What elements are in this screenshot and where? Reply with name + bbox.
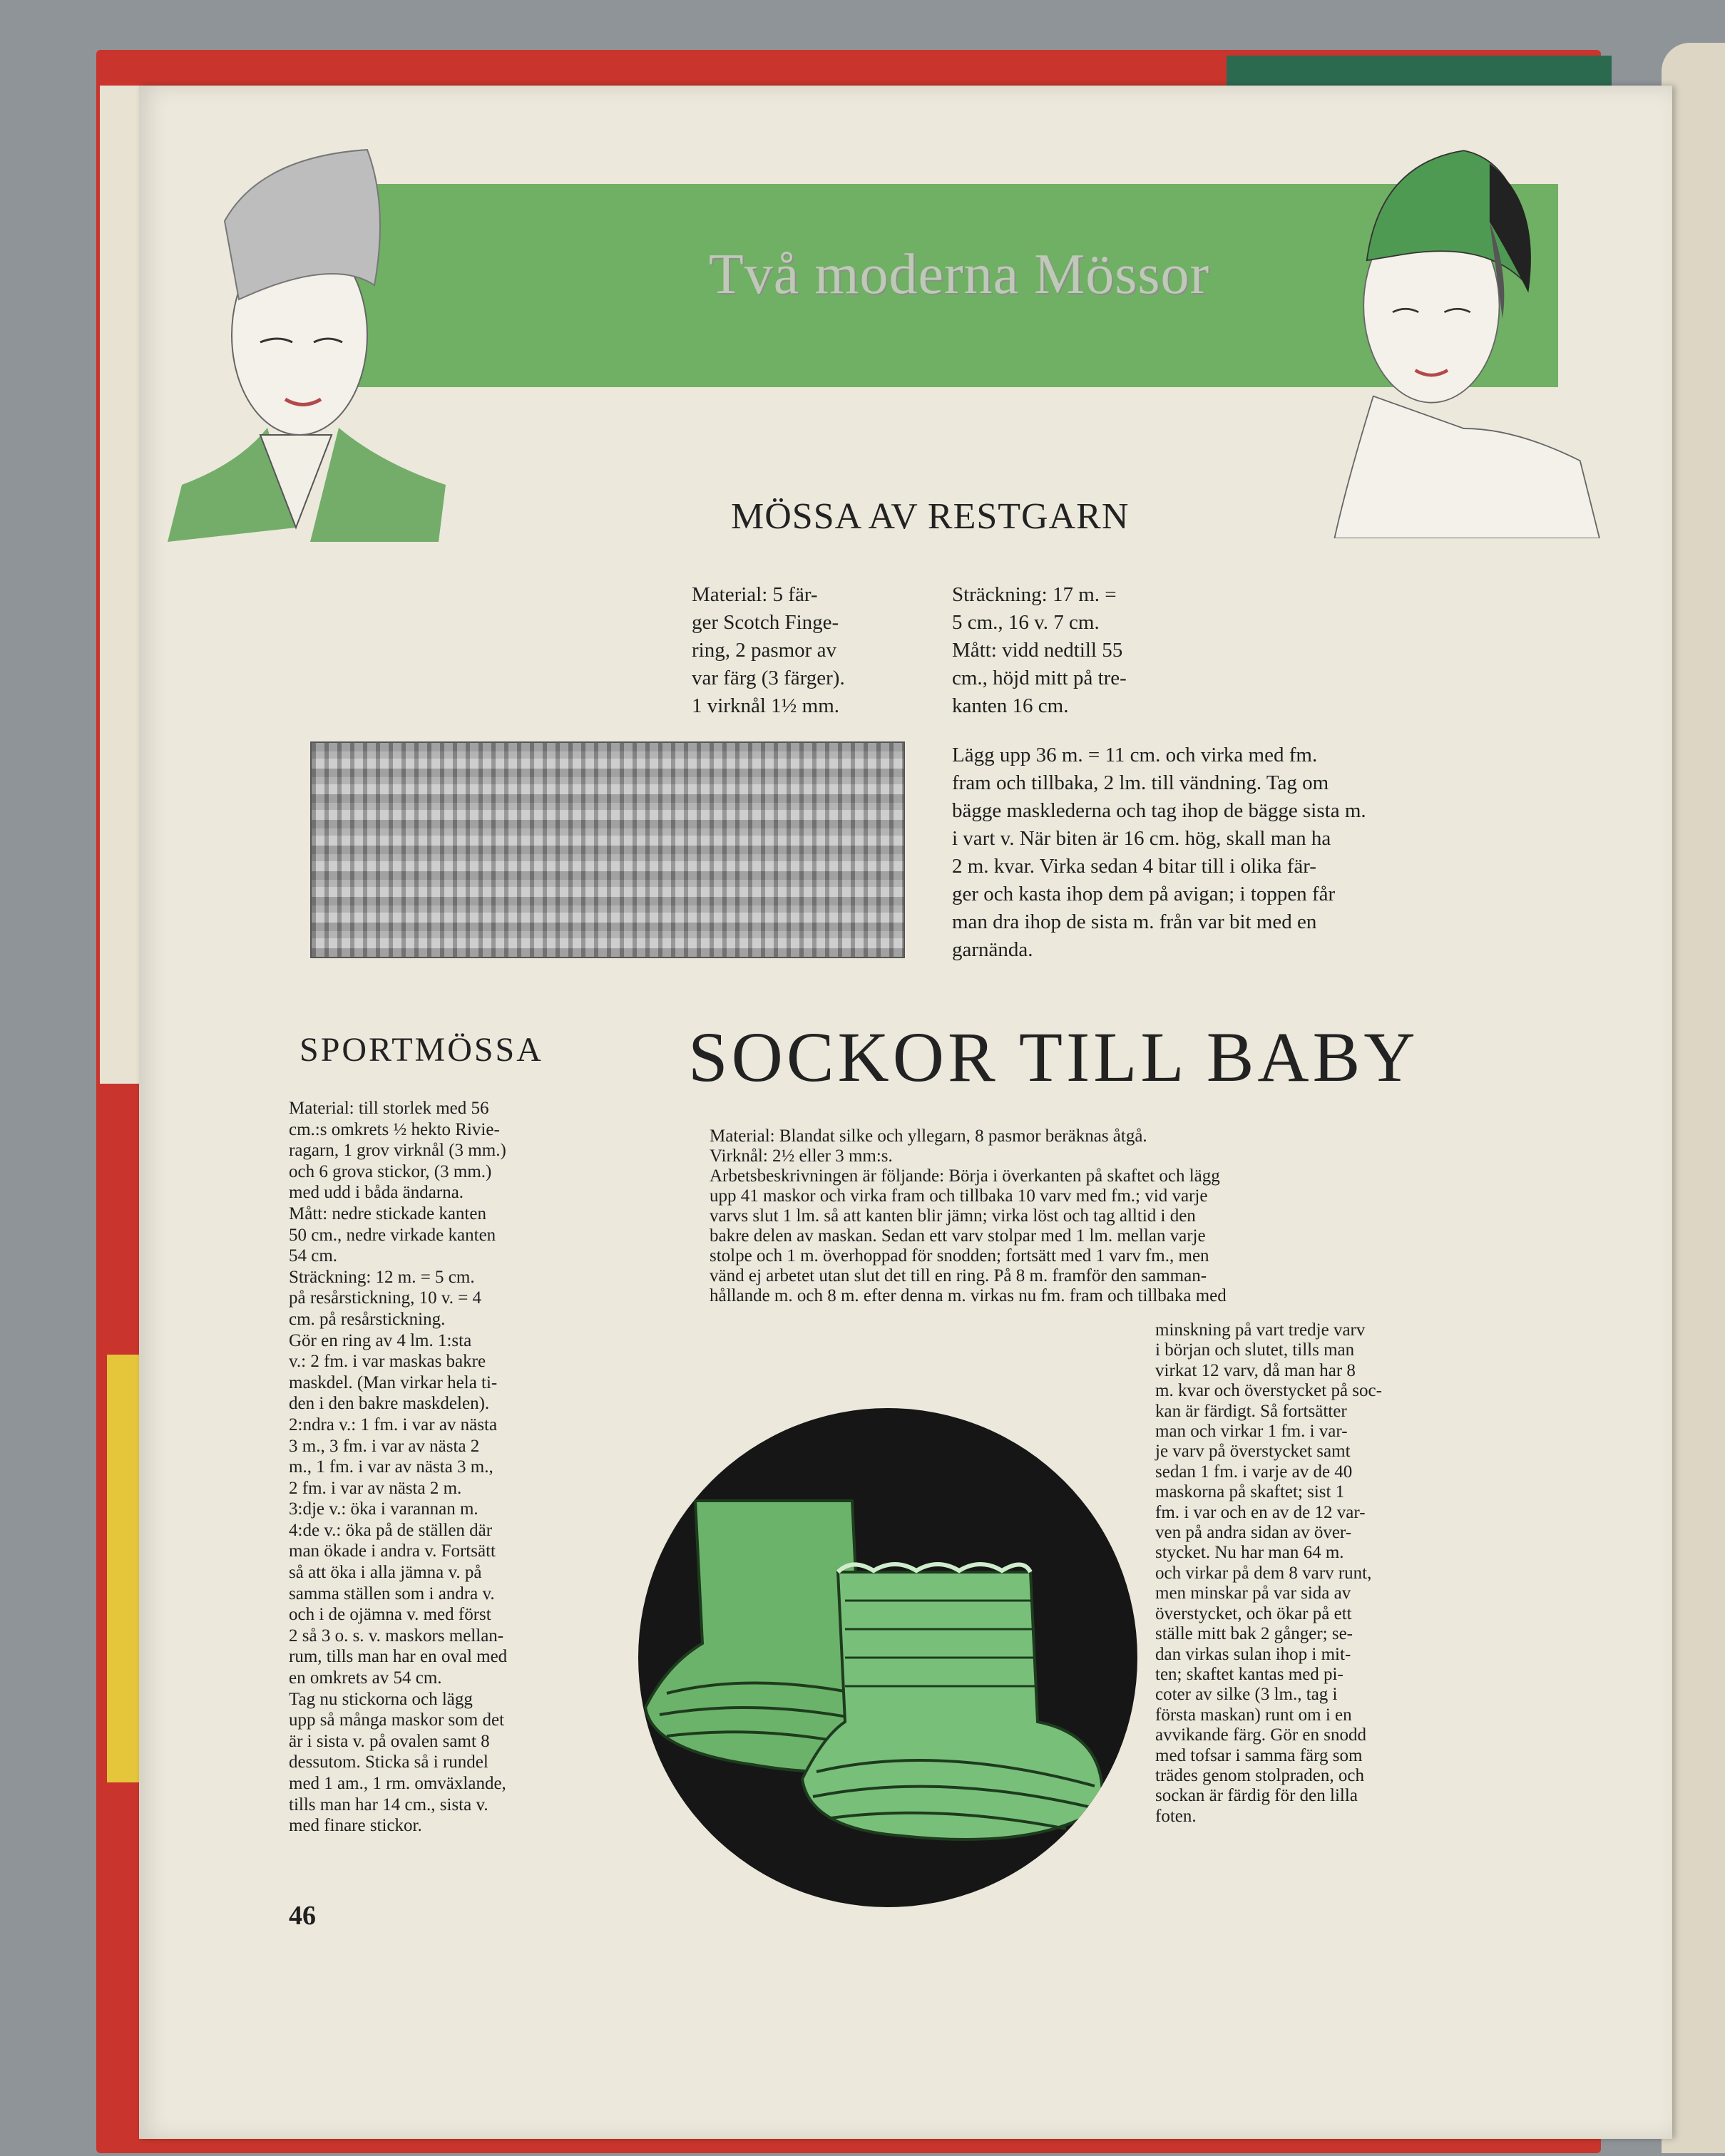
text-line: på resårstickning, 10 v. = 4 [289, 1288, 482, 1308]
sockor-intro-text [710, 1126, 1608, 1306]
text-line: Sträckning: 17 m. = [952, 583, 1117, 606]
text-line: coter av silke (3 lm., tag i [1155, 1685, 1338, 1705]
text-line: dessutom. Sticka så i rundel [289, 1752, 488, 1772]
mossa-measure-column [952, 581, 1237, 720]
text-line: ring, 2 pasmor av [692, 639, 836, 662]
text-line: maskdel. (Man virkar hela ti- [289, 1372, 498, 1392]
woman-right-illustration [1280, 125, 1615, 538]
text-line: ragarn, 1 grov virknål (3 mm.) [289, 1141, 506, 1161]
text-line: 50 cm., nedre virkade kanten [289, 1225, 496, 1245]
text-line: m. kvar och överstycket på soc- [1155, 1381, 1382, 1401]
text-line: så att öka i alla jämna v. på [289, 1563, 482, 1583]
text-line: sedan 1 fm. i varje av de 40 [1155, 1462, 1353, 1482]
text-line: 3 m., 3 fm. i var av nästa 2 [289, 1436, 480, 1456]
text-line: maskorna på skaftet; sist 1 [1155, 1482, 1345, 1502]
sockor-heading: SOCKOR TILL BABY [688, 1017, 1419, 1097]
text-line: Material: till storlek med 56 [289, 1099, 489, 1118]
text-line: ger Scotch Finge- [692, 611, 839, 634]
text-line: Gör en ring av 4 lm. 1:sta [289, 1330, 472, 1350]
text-line: man ökade i andra v. Fortsätt [289, 1541, 496, 1561]
text-line: överstycket, och ökar på ett [1155, 1603, 1352, 1623]
text-line: fram och tillbaka, 2 lm. till vändning. Tag om [952, 771, 1329, 794]
text-line: foten. [1155, 1806, 1197, 1826]
cover-yellow-edge [107, 1355, 143, 1782]
text-line: avvikande färg. Gör en snodd [1155, 1725, 1366, 1745]
text-line: 3:dje v.: öka i varannan m. [289, 1499, 478, 1519]
text-line: 1 virknål 1½ mm. [692, 694, 840, 717]
mossa-material-column [692, 581, 913, 720]
text-line: Sträckning: 12 m. = 5 cm. [289, 1267, 475, 1287]
mossa-instructions [952, 741, 1547, 964]
text-line: Arbetsbeskrivningen är följande: Börja i överkanten på skaftet och lägg [710, 1166, 1220, 1186]
text-line: men minskar på var sida av [1155, 1583, 1351, 1603]
text-line: och i de ojämna v. med först [289, 1605, 491, 1625]
text-line: ten; skaftet kantas med pi- [1155, 1664, 1343, 1684]
magazine-page [139, 86, 1672, 2139]
text-line: man dra ihop de sista m. från var bit med en [952, 910, 1317, 933]
sportmossa-heading: SPORTMÖSSA [300, 1031, 543, 1069]
text-line: samma ställen som i andra v. [289, 1583, 495, 1603]
text-line: med finare stickor. [289, 1816, 422, 1836]
text-line: var färg (3 färger). [692, 667, 845, 689]
text-line: ger och kasta ihop dem på avigan; i toppen får [952, 883, 1336, 905]
page-number: 46 [289, 1901, 316, 1931]
text-line: upp 41 maskor och virka fram och tillbaka 10 varv med fm.; vid varje [710, 1186, 1208, 1206]
text-line: och virkar på dem 8 varv runt, [1155, 1563, 1372, 1583]
socks-drawing [638, 1408, 1137, 1907]
sockor-column-text [1155, 1320, 1612, 1827]
text-line: ställe mitt bak 2 gånger; se- [1155, 1624, 1353, 1644]
text-line: med udd i båda ändarna. [289, 1183, 464, 1203]
text-line: den i den bakre maskdelen). [289, 1394, 490, 1414]
text-line: Lägg upp 36 m. = 11 cm. och virka med fm. [952, 744, 1318, 766]
text-line: garnända. [952, 938, 1033, 961]
text-line: Material: 5 fär- [692, 583, 818, 606]
text-line: 2 så 3 o. s. v. maskors mellan- [289, 1626, 504, 1646]
text-line: dan virkas sulan ihop i mit- [1155, 1644, 1351, 1664]
text-line: 4:de v.: öka på de ställen där [289, 1520, 493, 1540]
text-line: kanten 16 cm. [952, 694, 1069, 717]
text-line: cm., höjd mitt på tre- [952, 667, 1127, 689]
text-line: tills man har 14 cm., sista v. [289, 1795, 488, 1814]
text-line: virkat 12 varv, då man har 8 [1155, 1360, 1356, 1380]
text-line: v.: 2 fm. i var maskas bakre [289, 1352, 486, 1372]
cover-inner-strip [100, 86, 143, 1084]
text-line: cm.:s omkrets ½ hekto Rivie- [289, 1119, 500, 1139]
text-line: bägge masklederna och tag ihop de bägge sista m. [952, 799, 1366, 822]
text-line: Mått: vidd nedtill 55 [952, 639, 1123, 662]
text-line: Mått: nedre stickade kanten [289, 1203, 486, 1223]
text-line: vänd ej arbetet utan slut det till en ring. På 8 m. framför den samman- [710, 1266, 1207, 1285]
text-line: 54 cm. [289, 1246, 338, 1266]
text-line: sockan är färdig för den lilla [1155, 1786, 1358, 1806]
text-line: cm. på resårstickning. [289, 1309, 446, 1329]
woman-left-illustration [153, 128, 453, 542]
text-line: ven på andra sidan av över- [1155, 1523, 1352, 1543]
band-title: Två moderna Mössor [708, 243, 1210, 306]
text-line: 2 m. kvar. Virka sedan 4 bitar till i olika fär- [952, 855, 1316, 878]
text-line: 2 fm. i var av nästa 2 m. [289, 1478, 462, 1498]
text-line: m., 1 fm. i var av nästa 3 m., [289, 1457, 493, 1477]
text-line: första maskan) runt om i en [1155, 1705, 1352, 1725]
text-line: stolpe och 1 m. överhoppad för snodden; fortsätt med 1 varv fm., men [710, 1246, 1209, 1266]
text-line: rum, tills man har en oval med [289, 1647, 508, 1667]
text-line: Material: Blandat silke och yllegarn, 8 pasmor beräknas åtgå. [710, 1126, 1147, 1146]
mossa-restgarn-heading: MÖSSA AV RESTGARN [731, 496, 1130, 537]
text-line: Virknål: 2½ eller 3 mm:s. [710, 1146, 893, 1166]
text-line: och 6 grova stickor, (3 mm.) [289, 1161, 492, 1181]
text-line: man och virkar 1 fm. i var- [1155, 1422, 1348, 1442]
text-line: stycket. Nu har man 64 m. [1155, 1543, 1344, 1563]
text-line: hållande m. och 8 m. efter denna m. virkas nu fm. fram och tillbaka med [710, 1286, 1227, 1305]
text-line: je varv på överstycket samt [1155, 1442, 1351, 1462]
text-line: med tofsar i samma färg som [1155, 1745, 1363, 1765]
baby-socks-illustration [638, 1408, 1137, 1907]
text-line: Tag nu stickorna och lägg [289, 1689, 473, 1709]
text-line: trädes genom stolpraden, och [1155, 1765, 1364, 1785]
sock-front [802, 1572, 1102, 1839]
text-line: bakre delen av maskan. Sedan ett varv stolpar med 1 lm. mellan varje [710, 1226, 1206, 1246]
text-line: 2:ndra v.: 1 fm. i var av nästa [289, 1415, 498, 1434]
crochet-swatch-photo [310, 741, 905, 958]
text-line: kan är färdigt. Så fortsätter [1155, 1401, 1347, 1421]
text-line: fm. i var och en av de 12 var- [1155, 1502, 1366, 1522]
text-line: med 1 am., 1 rm. omväxlande, [289, 1774, 506, 1793]
text-line: en omkrets av 54 cm. [289, 1668, 442, 1688]
text-line: är i sista v. på ovalen samt 8 [289, 1731, 490, 1751]
text-line: i början och slutet, tills man [1155, 1340, 1355, 1360]
text-line: upp så många maskor som det [289, 1710, 505, 1730]
text-line: varvs slut 1 lm. så att kanten blir jämn; virka löst och tag alltid i den [710, 1206, 1196, 1226]
text-line: 5 cm., 16 v. 7 cm. [952, 611, 1100, 634]
text-line: i vart v. När biten är 16 cm. hög, skall man ha [952, 827, 1331, 850]
text-line: minskning på vart tredje varv [1155, 1320, 1366, 1340]
